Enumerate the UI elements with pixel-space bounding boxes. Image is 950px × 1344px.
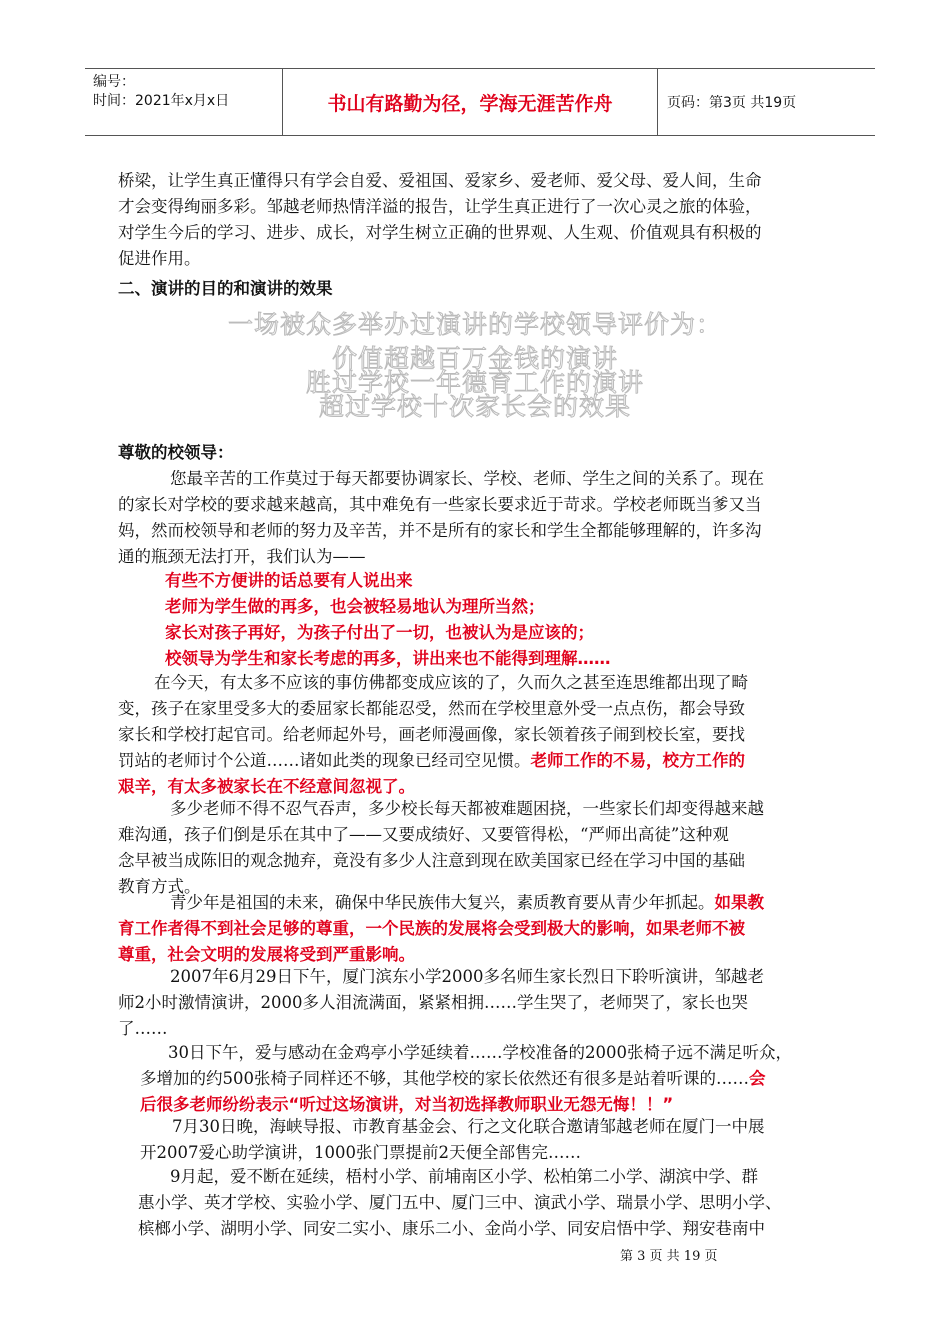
- text-line: 在今天，有太多不应该的事仿佛都变成应该的了，久而久之甚至连思维都出现了畸: [154, 673, 748, 692]
- header-table: [85, 68, 875, 136]
- text-span: 青少年是祖国的未来，确保中华民族伟大复兴，素质教育要从青少年抓起。: [170, 893, 715, 912]
- text-line: 开2007爱心助学演讲，1000张门票提前2天便全部售完……: [140, 1143, 581, 1162]
- red-quote-block: [165, 568, 611, 672]
- paragraph-3: [118, 670, 748, 800]
- red-line: 老师为学生做的再多，也会被轻易地认为理所当然；: [165, 597, 545, 616]
- text-line: 妈，然而校领导和老师的努力及辛苦，并不是所有的家长和学生全都能够理解的，许多沟: [118, 521, 762, 540]
- page-footer: 第 3 页 共 19 页: [620, 1249, 718, 1264]
- text-line: 的家长对学校的要求越来越高，其中难免有一些家长要求近于苛求。学校老师既当爹又当: [118, 495, 762, 514]
- paragraph-8: [140, 1114, 765, 1166]
- paragraph-1: [118, 168, 762, 272]
- red-line: 艰辛，有太多被家长在不经意间忽视了。: [118, 777, 415, 796]
- paragraph-5: [118, 890, 764, 968]
- red-line: 后很多老师纷纷表示“听过这场演讲，对当初选择教师职业无怨无悔！！”: [140, 1095, 674, 1114]
- watermark-line: 超过学校十次家长会的效果: [318, 392, 631, 421]
- text-line: 促进作用。: [118, 249, 201, 268]
- text-line: 槟榔小学、湖明小学、同安二实小、康乐二小、金尚小学、同安启悟中学、翔安巷南中: [138, 1219, 765, 1238]
- text-span: 罚站的老师讨个公道……诸如此类的现象已经司空见惯。: [118, 751, 531, 770]
- salutation: 尊敬的校领导：: [118, 443, 234, 462]
- paragraph-7: [140, 1040, 792, 1118]
- text-line: 才会变得绚丽多彩。邹越老师热情洋溢的报告，让学生真正进行了一次心灵之旅的体验，: [118, 197, 762, 216]
- text-line: 您最辛苦的工作莫过于每天都要协调家长、学校、老师、学生之间的关系了。现在: [170, 469, 764, 488]
- red-line: 有些不方便讲的话总要有人说出来: [165, 571, 413, 590]
- red-span: 会: [749, 1069, 766, 1088]
- watermark-line: 胜过学校一年德育工作的演讲: [305, 368, 644, 397]
- red-line: 家长对孩子再好，为孩子付出了一切，也被认为是应该的；: [165, 623, 594, 642]
- red-span: 老师工作的不易，校方工作的: [530, 751, 745, 770]
- text-line: 2007年6月29日下午，厦门滨东小学2000多名师生家长烈日下聆听演讲，邹越老: [170, 967, 764, 986]
- text-line: 30日下午，爱与感动在金鸡亭小学延续着……学校准备的2000张椅子远不满足听众，: [168, 1043, 792, 1062]
- header-left-cell: [85, 69, 283, 135]
- text-line: 变，孩子在家里受多大的委屈家长都能忍受，然而在学校里意外受一点点伤，都会导致: [118, 699, 745, 718]
- text-line: 桥梁，让学生真正懂得只有学会自爱、爱祖国、爱家乡、爱老师、爱父母、爱人间，生命: [118, 171, 762, 190]
- header-motto: 书山有路勤为径，学海无涯苦作舟: [283, 69, 658, 135]
- paragraph-4: [118, 796, 764, 900]
- watermark-line: 价值超越百万金钱的演讲: [331, 344, 618, 373]
- time-label: 时间：2021年x月x日: [93, 93, 230, 109]
- paragraph-9: [138, 1164, 782, 1242]
- text-line: 念早被当成陈旧的观念抛弃，竟没有多少人注意到现在欧美国家已经在学习中国的基础: [118, 851, 745, 870]
- paragraph-6: [118, 964, 764, 1042]
- text-line: 9月起，爱不断在延续，梧村小学、前埔南区小学、松柏第二小学、湖滨中学、群: [170, 1167, 758, 1186]
- header-page-info: 页码：第3页 共19页: [667, 95, 797, 111]
- text-line: 对学生今后的学习、进步、成长，对学生树立正确的世界观、人生观、价值观具有积极的: [118, 223, 762, 242]
- text-line: 惠小学、英才学校、实验小学、厦门五中、厦门三中、演武小学、瑞景小学、思明小学、: [138, 1193, 782, 1212]
- text-line: 难沟通，孩子们倒是乐在其中了——又要成绩好、又要管得松，“严师出高徒”这种观: [118, 825, 729, 844]
- text-line: 通的瓶颈无法打开，我们认为——: [118, 547, 366, 566]
- text-line: 教育方式。: [118, 877, 201, 896]
- text-line: 家长和学校打起官司。给老师起外号，画老师漫画像，家长领着孩子闹到校长室，要找: [118, 725, 745, 744]
- text-line: [118, 890, 764, 916]
- paragraph-2: [118, 466, 764, 570]
- number-label: 编号：: [93, 74, 135, 90]
- section-title: 二、演讲的目的和演讲的效果: [118, 279, 333, 298]
- text-line: [118, 748, 748, 774]
- watermark-line: 一场被众多举办过演讲的学校领导评价为：: [227, 310, 722, 339]
- text-span: 多增加的约500张椅子同样还不够，其他学校的家长依然还有很多是站着听课的……: [140, 1069, 749, 1088]
- text-line: 师2小时激情演讲，2000多人泪流满面，紧紧相拥……学生哭了，老师哭了，家长也哭: [118, 993, 748, 1012]
- text-line: 了……: [118, 1019, 168, 1038]
- text-line: [140, 1066, 792, 1092]
- text-line: 7月30日晚，海峡导报、市教育基金会、行之文化联合邀请邹越老师在厦门一中展: [172, 1117, 765, 1136]
- red-span: 如果教: [714, 893, 764, 912]
- red-line: 育工作者得不到社会足够的尊重，一个民族的发展将会受到极大的影响，如果老师不被: [118, 919, 745, 938]
- text-line: 多少老师不得不忍气吞声，多少校长每天都被难题困挠，一些家长们却变得越来越: [170, 799, 764, 818]
- red-line: 校领导为学生和家长考虑的再多，讲出来也不能得到理解……: [165, 649, 611, 668]
- red-line: 尊重，社会文明的发展将受到严重影响。: [118, 945, 415, 964]
